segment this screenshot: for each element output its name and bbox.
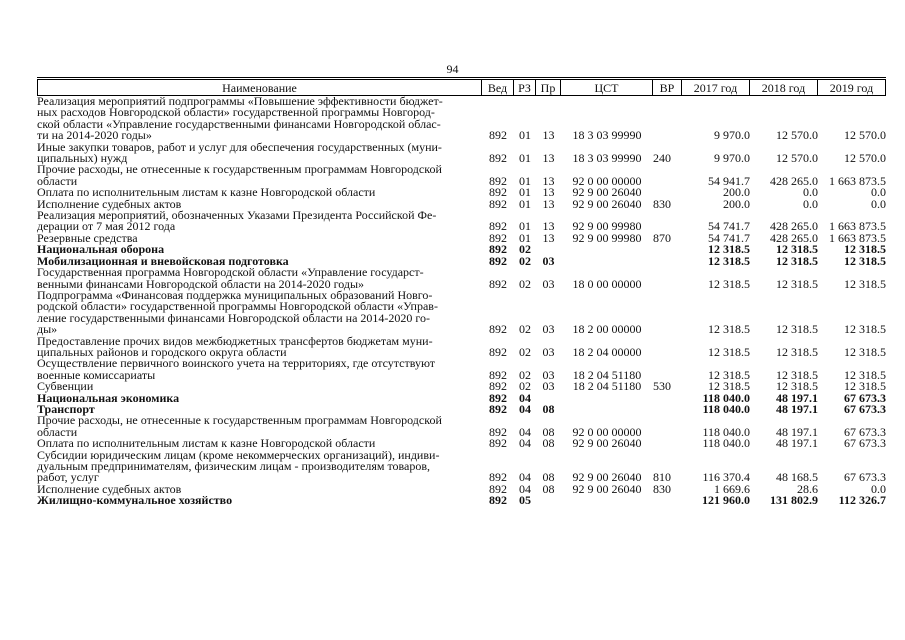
cell-2018: 428 265.0 [770, 173, 818, 188]
cell-2019: 12 570.0 [844, 128, 886, 143]
cell-ved: 892 [489, 424, 507, 439]
cell-name-line: области [37, 424, 78, 439]
cell-2019: 0.0 [871, 481, 886, 496]
cell-rz: 04 [519, 401, 531, 416]
cell-name-line: Государственная программа Новгородской области «Управление государст- [37, 265, 424, 280]
cell-2017: 118 040.0 [702, 436, 750, 451]
cell-name-line: области [37, 173, 78, 188]
cell-ved: 892 [489, 151, 507, 166]
cell-pr: 13 [542, 219, 555, 234]
cell-2019: 12 318.5 [844, 242, 886, 257]
header-vr: ВР [653, 79, 682, 96]
cell-2018: 12 570.0 [776, 151, 818, 166]
cell-2018: 48 168.5 [776, 470, 818, 485]
cell-2017: 12 318.5 [708, 322, 750, 337]
cell-rz: 01 [519, 196, 531, 211]
cell-2018: 0.0 [803, 196, 818, 211]
cell-name [37, 287, 482, 337]
cell-ved: 892 [489, 493, 507, 508]
cell-name-line: Иные закупки товаров, работ и услуг для обеспечения государственных (муни- [37, 139, 442, 154]
cell-cst: 92 9 00 99980 [572, 219, 642, 234]
cell-name-line: ципальных районов и городского округа области [37, 344, 287, 359]
cell-2019: 67 673.3 [844, 390, 886, 405]
cell-2017: 12 318.5 [708, 276, 750, 291]
table-row [37, 96, 886, 142]
cell-2018: 48 197.1 [776, 401, 818, 416]
cell-name [37, 267, 482, 290]
cell-name-line: Прочие расходы, не отнесенные к государственным программам Новгородской [37, 162, 442, 177]
cell-ved: 892 [489, 230, 507, 245]
cell-vr [653, 358, 682, 381]
cell-vr [653, 336, 682, 359]
cell-name-line: Прочие расходы, не отнесенные к государственным программам Новгородской [37, 413, 442, 428]
table-row [37, 358, 886, 381]
cell-2017: 9 970.0 [714, 151, 750, 166]
cell-vr [653, 210, 682, 233]
cell-name [37, 358, 482, 381]
cell-vr [653, 404, 682, 415]
cell-cst [561, 495, 653, 506]
cell-2017: 54 741.7 [708, 230, 750, 245]
table-row [37, 267, 886, 290]
cell-name-line: ской области «Управление государственными финансами Новгородской облас- [37, 116, 441, 131]
cell-2017: 118 040.0 [702, 401, 750, 416]
cell-rz: 04 [519, 481, 531, 496]
cell-vr [653, 393, 682, 404]
cell-cst: 18 2 04 51180 [572, 367, 642, 382]
cell-2017: 200.0 [723, 196, 750, 211]
cell-2018: 0.0 [803, 185, 818, 200]
cell-2018: 12 318.5 [776, 322, 818, 337]
cell-pr: 13 [542, 128, 555, 143]
cell-rz: 01 [519, 151, 531, 166]
cell-2019: 12 318.5 [844, 322, 886, 337]
cell-vr [653, 290, 682, 336]
cell-name-line: ды» [37, 322, 58, 337]
cell-ved: 892 [489, 185, 507, 200]
cell-name-line: Осуществление первичного воинского учета на территориях, где отсутствуют [37, 356, 436, 371]
cell-cst: 18 2 00 00000 [572, 322, 642, 337]
cell-name-line: ных расходов Новгородской области» государственной программы Новгород- [37, 105, 435, 120]
cell-rz: 01 [519, 185, 531, 200]
cell-name-line: Резервные средства [37, 230, 138, 245]
cell-name-line: Оплата по исполнительным листам к казне Новгородской области [37, 185, 376, 200]
cell-pr: 03 [542, 322, 555, 337]
cell-ved: 892 [489, 128, 507, 143]
cell-2018: 12 318.5 [776, 242, 818, 257]
cell-pr: 13 [542, 185, 555, 200]
cell-rz: 02 [519, 367, 531, 382]
cell-2017: 116 370.4 [702, 470, 750, 485]
cell-cst: 18 2 04 00000 [572, 344, 642, 359]
cell-cst: 92 9 00 26040 [572, 185, 642, 200]
cell-name [37, 390, 482, 405]
cell-name-line: Исполнение судебных актов [37, 196, 182, 211]
budget-table [37, 79, 886, 507]
cell-2018: 28.6 [797, 481, 818, 496]
cell-cst: 18 3 03 99990 [572, 128, 642, 143]
cell-2017: 12 318.5 [708, 344, 750, 359]
cell-cst [561, 256, 653, 267]
header-2018: 2018 год [750, 79, 818, 96]
cell-cst: 92 9 00 26040 [572, 436, 642, 451]
header-rz: РЗ [514, 79, 536, 96]
cell-2019: 0.0 [871, 185, 886, 200]
cell-name [37, 447, 482, 485]
cell-2017: 9 970.0 [714, 128, 750, 143]
cell-2019: 112 326.7 [838, 493, 886, 508]
cell-cst [561, 244, 653, 255]
table-row [37, 450, 886, 484]
cell-rz: 01 [519, 173, 531, 188]
cell-2019: 67 673.3 [844, 436, 886, 451]
cell-2017: 54 941.7 [708, 173, 750, 188]
cell-2017: 118 040.0 [702, 390, 750, 405]
cell-2019: 67 673.3 [844, 470, 886, 485]
header-cst: ЦСТ [561, 79, 653, 96]
cell-cst: 92 9 00 26040 [572, 481, 642, 496]
header-2019: 2019 год [818, 79, 886, 96]
cell-vr: 830 [653, 481, 671, 496]
cell-ved: 892 [489, 173, 507, 188]
cell-2017: 121 960.0 [702, 493, 750, 508]
cell-vr [653, 267, 682, 290]
cell-2019: 12 318.5 [844, 344, 886, 359]
cell-vr [653, 495, 682, 506]
cell-2017: 1 669.6 [714, 481, 750, 496]
cell-2018: 428 265.0 [770, 230, 818, 245]
cell-pr: 03 [542, 367, 555, 382]
cell-name-line: венными финансами Новгородской области на 2014-2020 годы» [37, 276, 365, 291]
cell-2019: 67 673.3 [844, 401, 886, 416]
cell-name [37, 139, 482, 166]
cell-pr: 08 [542, 424, 555, 439]
cell-2017: 200.0 [723, 185, 750, 200]
cell-2018: 12 318.5 [776, 253, 818, 268]
cell-2017: 12 318.5 [708, 367, 750, 382]
cell-name-line: ление государственными финансами Новгородской области на 2014-2020 го- [37, 310, 431, 325]
cell-pr [536, 495, 561, 506]
cell-pr: 13 [542, 230, 555, 245]
table-row [37, 336, 886, 359]
cell-cst: 92 0 00 00000 [572, 173, 642, 188]
cell-vr [653, 256, 682, 267]
cell-rz: 02 [519, 379, 531, 394]
cell-rz: 04 [519, 424, 531, 439]
cell-cst: 92 9 00 99980 [572, 230, 642, 245]
header-name: Наименование [37, 79, 482, 96]
cell-name-line: Оплата по исполнительным листам к казне Новгородской области [37, 436, 376, 451]
cell-pr: 08 [542, 436, 555, 451]
cell-name-line: Субвенции [37, 379, 94, 394]
cell-cst [561, 404, 653, 415]
cell-name-line: дуальным предпринимателям, физическим лицам - производителям товаров, [37, 459, 431, 473]
cell-name-line: ципальных) нужд [37, 151, 128, 166]
cell-2018: 48 197.1 [776, 436, 818, 451]
cell-2017: 54 741.7 [708, 219, 750, 234]
cell-vr [653, 438, 682, 449]
cell-cst: 18 0 00 00000 [572, 276, 642, 291]
cell-cst [561, 393, 653, 404]
cell-name-line: Субсидии юридическим лицам (кроме некоммерческих организаций), индиви- [37, 447, 440, 462]
cell-pr: 13 [542, 151, 555, 166]
table-row [37, 233, 886, 244]
cell-2017: 12 318.5 [708, 379, 750, 394]
cell-ved: 892 [489, 344, 507, 359]
cell-2019: 12 570.0 [844, 151, 886, 166]
cell-name-line: дерации от 7 мая 2012 года [37, 219, 176, 234]
cell-2019: 1 663 873.5 [829, 219, 886, 234]
page-number: 94 [446, 62, 459, 76]
cell-name-line: Национальная оборона [37, 242, 165, 257]
cell-2018: 48 197.1 [776, 390, 818, 405]
cell-name-line: родской области» государственной программы Новгородской области «Управ- [37, 299, 438, 314]
cell-ved: 892 [489, 219, 507, 234]
cell-name [37, 495, 482, 506]
cell-pr: 03 [542, 344, 555, 359]
cell-vr: 870 [653, 230, 671, 245]
cell-name-line: Исполнение судебных актов [37, 481, 182, 496]
cell-vr [653, 415, 682, 438]
cell-name [37, 164, 482, 187]
cell-ved: 892 [489, 379, 507, 394]
cell-rz: 02 [519, 322, 531, 337]
cell-2017: 12 318.5 [708, 242, 750, 257]
cell-2017: 118 040.0 [702, 424, 750, 439]
cell-name [37, 210, 482, 233]
cell-2017: 12 318.5 [708, 253, 750, 268]
cell-pr: 08 [542, 401, 555, 416]
cell-ved: 892 [489, 242, 507, 257]
table-row [37, 393, 886, 404]
cell-2018: 12 318.5 [776, 367, 818, 382]
cell-2019: 12 318.5 [844, 253, 886, 268]
cell-2018: 12 318.5 [776, 344, 818, 359]
table-row [37, 210, 886, 233]
table-row [37, 495, 886, 506]
cell-name [37, 333, 482, 359]
cell-vr: 830 [653, 196, 671, 211]
cell-2019: 12 318.5 [844, 367, 886, 382]
cell-ved: 892 [489, 276, 507, 291]
cell-pr: 03 [542, 276, 555, 291]
cell-2018: 12 318.5 [776, 276, 818, 291]
cell-rz: 02 [519, 253, 531, 268]
cell-name-line: Предоставление прочих видов межбюджетных трансфертов бюджетам муни- [37, 333, 433, 348]
cell-ved: 892 [489, 196, 507, 211]
cell-ved: 892 [489, 401, 507, 416]
cell-ved: 892 [489, 253, 507, 268]
cell-rz: 02 [519, 242, 531, 257]
table-row [37, 415, 886, 438]
table-row [37, 164, 886, 187]
cell-ved: 892 [489, 367, 507, 382]
cell-2018: 48 197.1 [776, 424, 818, 439]
cell-2018: 12 570.0 [776, 128, 818, 143]
cell-name-line: Подпрограмма «Финансовая поддержка муниципальных образований Новго- [37, 287, 433, 302]
cell-name-line: ти на 2014-2020 годы» [37, 128, 152, 143]
cell-2018: 131 802.9 [770, 493, 818, 508]
cell-pr: 13 [542, 196, 555, 211]
cell-2019: 12 318.5 [844, 379, 886, 394]
cell-name-line: Жилищно-коммунальное хозяйство [37, 493, 233, 508]
cell-rz: 04 [519, 436, 531, 451]
cell-vr [653, 96, 682, 142]
cell-name [37, 415, 482, 438]
cell-2018: 12 318.5 [776, 379, 818, 394]
cell-vr [653, 244, 682, 255]
cell-2019: 67 673.3 [844, 424, 886, 439]
cell-2019: 1 663 873.5 [829, 173, 886, 188]
cell-rz: 02 [519, 344, 531, 359]
table-row [37, 142, 886, 165]
cell-2019: 0.0 [871, 196, 886, 211]
cell-name-line: Мобилизационная и вневойсковая подготовка [37, 253, 289, 268]
header-pr: Пр [536, 79, 561, 96]
cell-rz: 02 [519, 276, 531, 291]
cell-rz: 01 [519, 230, 531, 245]
cell-rz: 01 [519, 128, 531, 143]
cell-pr: 03 [542, 253, 555, 268]
cell-cst: 18 2 04 51180 [572, 379, 642, 394]
cell-2018: 428 265.0 [770, 219, 818, 234]
header-2017: 2017 год [682, 79, 750, 96]
cell-name-line: Реализация мероприятий подпрограммы «Повышение эффективности бюджет- [37, 94, 443, 108]
header-ved: Вед [482, 79, 514, 96]
cell-ved: 892 [489, 481, 507, 496]
cell-name-line: Национальная экономика [37, 390, 180, 405]
cell-2019: 12 318.5 [844, 276, 886, 291]
cell-vr: 810 [653, 470, 671, 485]
cell-pr: 08 [542, 481, 555, 496]
table-body [37, 96, 886, 507]
top-rule [37, 77, 886, 78]
cell-cst: 92 0 00 00000 [572, 424, 642, 439]
cell-ved: 892 [489, 436, 507, 451]
cell-vr [653, 164, 682, 187]
cell-2019: 1 663 873.5 [829, 230, 886, 245]
cell-cst: 92 9 00 26040 [572, 196, 642, 211]
cell-vr: 530 [653, 379, 671, 394]
cell-rz: 01 [519, 219, 531, 234]
cell-pr: 13 [542, 173, 555, 188]
cell-pr: 08 [542, 470, 555, 485]
cell-rz: 04 [519, 470, 531, 485]
cell-pr: 03 [542, 379, 555, 394]
cell-vr: 240 [653, 151, 671, 166]
cell-name-line: Реализация мероприятий, обозначенных Указами Президента Российской Фе- [37, 208, 437, 223]
cell-name-line: военные комиссариаты [37, 367, 156, 382]
cell-ved: 892 [489, 470, 507, 485]
cell-rz: 05 [519, 493, 531, 508]
cell-ved: 892 [489, 390, 507, 405]
cell-name-line: работ, услуг [37, 470, 99, 485]
cell-cst: 92 9 00 26040 [572, 470, 642, 485]
cell-rz: 04 [519, 390, 531, 405]
table-row [37, 290, 886, 336]
cell-name-line: Транспорт [37, 401, 95, 416]
cell-cst: 18 3 03 99990 [572, 151, 642, 166]
cell-ved: 892 [489, 322, 507, 337]
cell-name [37, 96, 482, 142]
